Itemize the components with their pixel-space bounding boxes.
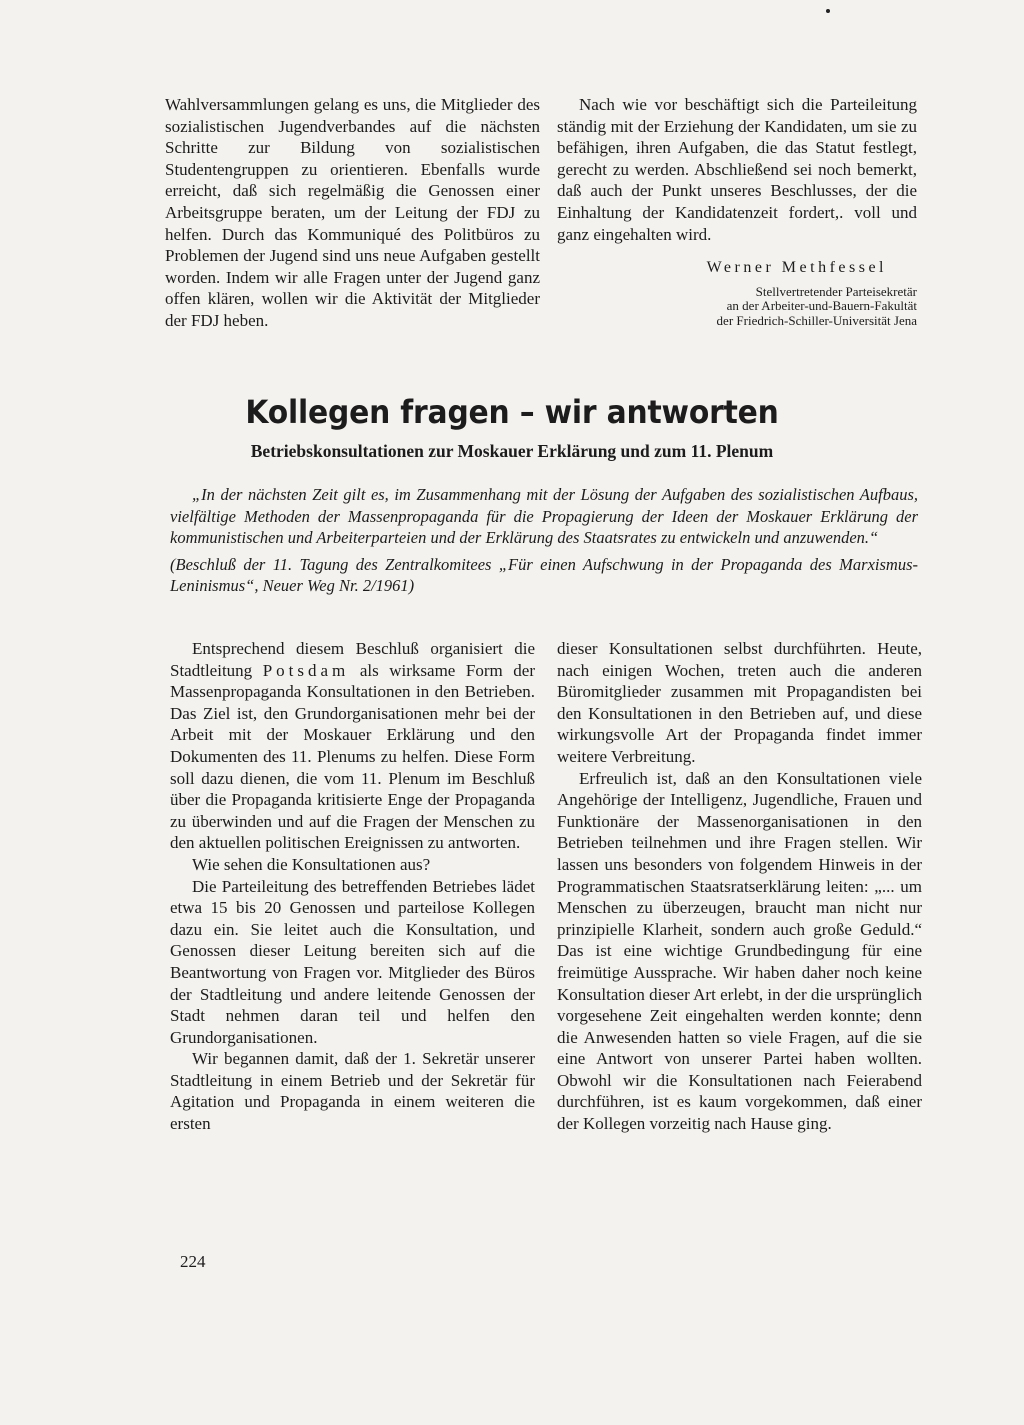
print-speck xyxy=(826,9,830,13)
bottom-right-column xyxy=(557,638,922,1135)
article-subheadline: Betriebskonsultationen zur Moskauer Erklärung und zum 11. Plenum xyxy=(250,441,774,461)
top-right-column xyxy=(557,94,917,328)
city-name: Potsdam xyxy=(262,660,350,680)
top-left-column xyxy=(165,94,540,332)
paragraph: Wir begannen damit, daß der 1. Sekretär unserer Stadtleitung in einem Betrieb und der Sekretär für Agitation und Propaganda in einem weiteren die ersten xyxy=(170,1049,535,1134)
epigraph-quote xyxy=(170,484,918,597)
paragraph-text: Entsprechend diesem Beschluß organisiert die Stadtleitung xyxy=(170,639,535,680)
paragraph-text: als wirksame Form der Massenpropaganda Konsultationen in den Betrieben. Das Ziel ist, den Grundorganisationen mehr bei der Arbeit mit der Moskauer Erklärung und den Dokumenten des 11. Plenums zu helfen. Diese Form soll dazu dienen, die vom 11. Plenum im Beschluß über die Propaganda kritisierte Enge der Propaganda zu überwinden und auf die Fragen der Menschen zu den aktuellen politischen Ereignissen zu antworten. xyxy=(170,660,535,853)
paragraph: dieser Konsultationen selbst durchführten. Heute, nach einigen Wochen, treten auch die anderen Büromitglieder zusammen mit Propagandisten bei den Konsultationen in den Betrieben auf, und diese wirkungsvolle Art der Propaganda findet immer weitere Verbreitung. xyxy=(557,639,922,766)
bottom-left-column xyxy=(170,638,535,1135)
paragraph: Die Parteileitung des betreffenden Betriebes lädet etwa 15 bis 20 Genossen und parteilose Kollegen dazu ein. Sie leitet auch die Konsultation, und Genossen dieser Leitung bereiten sich auf die Beantwortung von Fragen vor. Mitglieder des Büros der Stadtleitung und andere leitende Genossen der Stadt nehmen daran teil und helfen den Grundorganisationen. xyxy=(170,876,535,1047)
signature-title xyxy=(557,285,917,329)
paragraph xyxy=(170,638,535,854)
quote-source: (Beschluß der 11. Tagung des Zentralkomitees „Für einen Aufschwung in der Propaganda des Marxismus-Leninismus“, Neuer Weg Nr. 2/1961) xyxy=(170,554,918,595)
page-number: 224 xyxy=(180,1252,206,1271)
paragraph: Erfreulich ist, daß an den Konsultationen viele Angehörige der Intelligenz, Jugendliche, Frauen und Funktionäre der Massenorganisationen in den Betrieben teilnehmen und ihre Fragen stellen. Wir lassen uns besonders von folgendem Hinweis in der Programmatischen Staatsratserklärung leiten: „... um Menschen zu überzeugen, braucht man nicht nur prinzipielle Klarheit, sondern auch große Geduld.“ Das ist eine wichtige Grundbedingung für eine freimütige Aussprache. Wir haben daher noch keine Konsultation dieser Art erlebt, in der die ursprünglich vorgesehene Zeit eingehalten werden konnte; denn die Anwesenden hatten so viele Fragen, auf die sie eine Antwort von unserer Partei haben wollten. Obwohl wir die Konsultationen nach Feierabend durchführen, ist es kaum vorgekommen, daß einer der Kollegen vorzeitig nach Hause ging. xyxy=(557,768,922,1134)
signature-title-line: an der Arbeiter-und-Bauern-Fakultät xyxy=(726,298,917,314)
paragraph: Nach wie vor beschäftigt sich die Parteileitung ständig mit der Erziehung der Kandidaten, um sie zu befähigen, ihren Aufgaben, die das Statut festlegt, gerecht zu werden. Abschließend sei noch bemerkt, daß auch der Punkt unseres Beschlusses, der die Einhaltung der Kandidatenzeit fordert,. voll und ganz eingehalten wird. xyxy=(557,95,917,244)
paragraph: Wahlversammlungen gelang es uns, die Mitglieder des sozialistischen Jugendverbandes auf die nächsten Schritte zur Bildung von sozialistischen Studentengruppen zu orientieren. Ebenfalls wurde erreicht, daß sich regelmäßig die Genossen einer Arbeitsgruppe beraten, um der Leitung der FDJ zu helfen. Durch das Kommuniqué des Politbüros zu Problemen der Jugend sind uns neue Aufgaben gestellt worden. Indem wir alle Fragen unter der Jugend ganz offen klären, wollen wir die Aktivität der Mitglieder der FDJ heben. xyxy=(165,95,540,330)
paragraph: Wie sehen die Konsultationen aus? xyxy=(192,854,431,874)
signature-name: Werner Methfessel xyxy=(706,259,887,277)
signature-title-line: der Friedrich-Schiller-Universität Jena xyxy=(716,312,917,328)
signature-title-line: Stellvertretender Parteisekretär xyxy=(755,283,917,299)
article-headline: Kollegen fragen – wir antworten xyxy=(245,393,779,431)
quote-text: „In der nächsten Zeit gilt es, im Zusammenhang mit der Lösung der Aufgaben des sozialistischen Aufbaus, vielfältige Methoden der Massenpropaganda für die Propagierung der Ideen der Moskauer Erklärung der kommunistischen und Arbeiterparteien und der Erklärung des Staatsrates zu entwickeln und anzuwenden.“ xyxy=(170,485,918,547)
